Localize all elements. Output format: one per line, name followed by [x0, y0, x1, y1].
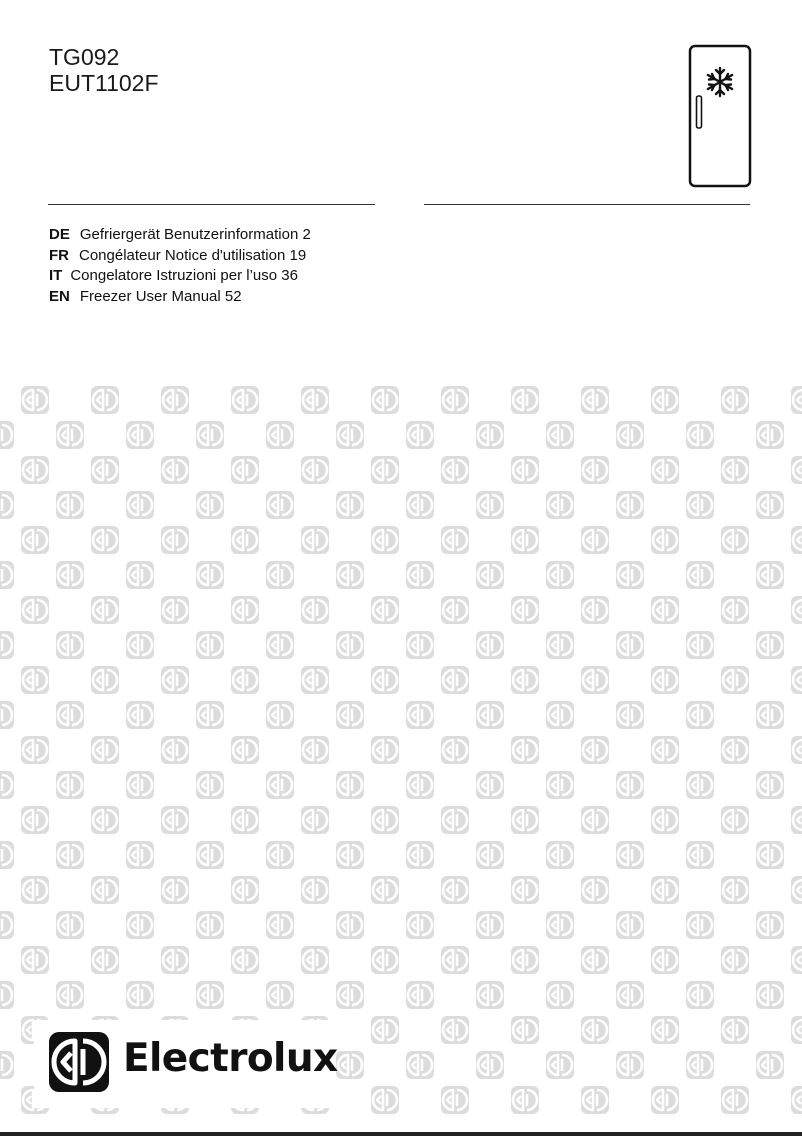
language-code: FR [49, 246, 69, 264]
model-number: TG092 [49, 44, 120, 70]
language-title: Congelatore Istruzioni per l’uso 36 [70, 267, 298, 284]
language-code: EN [49, 287, 70, 305]
model-number: EUT1102F [49, 70, 159, 96]
language-title: Freezer User Manual 52 [79, 287, 242, 305]
language-entry-en [49, 287, 311, 308]
logo-pattern [0, 385, 802, 1115]
logo-pattern-background [0, 385, 802, 1115]
freezer-icon [688, 44, 752, 188]
brand-block [34, 1020, 338, 1108]
language-title: Gefriergerät Benutzerinformation 2 [79, 226, 311, 243]
divider-left [48, 204, 375, 205]
language-code: IT [49, 267, 63, 284]
language-index [49, 225, 311, 307]
brand-name: Electrolux [123, 1036, 338, 1081]
language-entry-it [49, 266, 311, 287]
bottom-border [0, 1132, 802, 1136]
electrolux-logo-icon [48, 1031, 110, 1093]
language-entry-de [49, 225, 311, 246]
divider-right [424, 204, 750, 205]
language-entry-fr [49, 246, 311, 267]
model-numbers [49, 44, 159, 96]
language-code: DE [49, 226, 70, 243]
language-title: Congélateur Notice d'utilisation 19 [79, 246, 307, 264]
